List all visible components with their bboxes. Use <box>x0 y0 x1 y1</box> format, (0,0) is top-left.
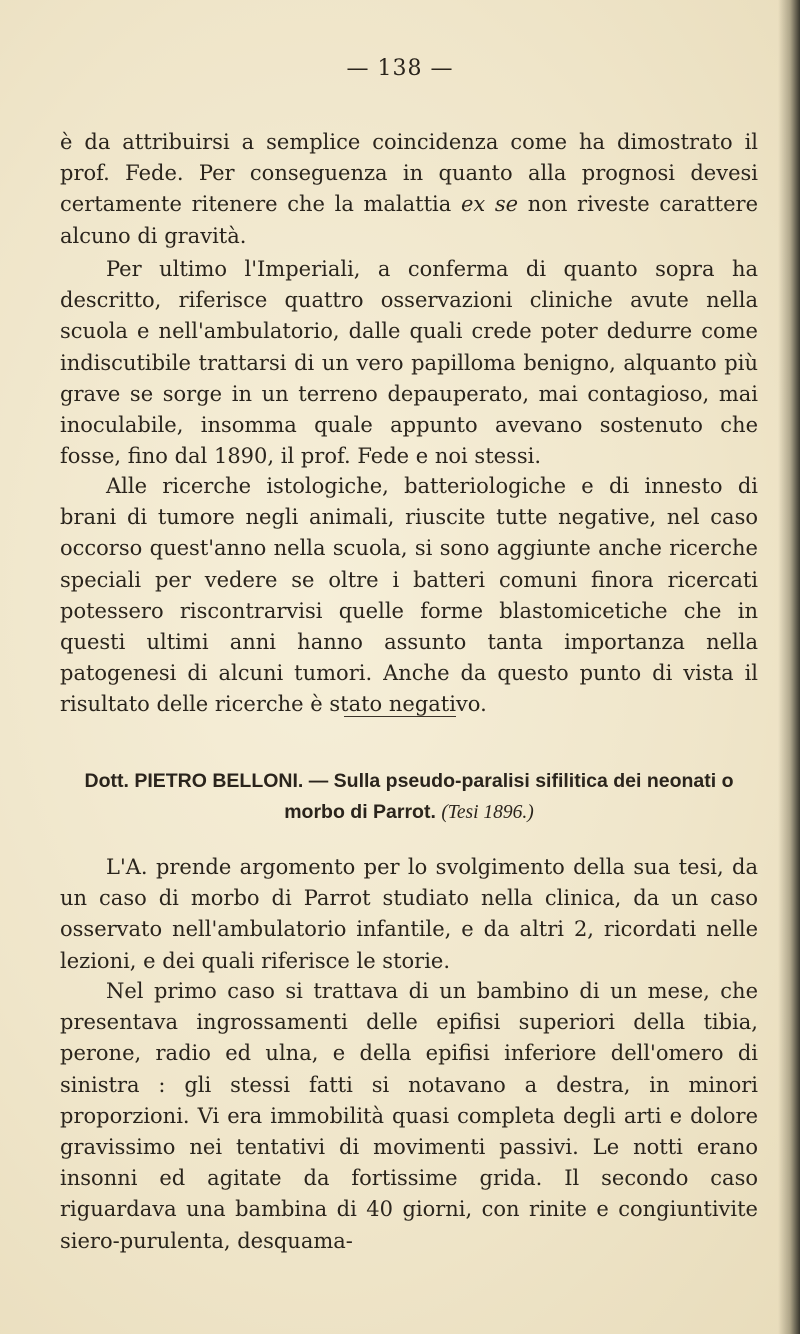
article-paragraph-1-text: L'A. prende argomento per lo svolgimento della sua tesi, da un caso di morbo di Parrot studiato nella clinica, da un caso osservato nell'ambulatorio infantile, e da altri 2, ricordati nelle lezioni, e dei quali riferisce le storie. <box>60 855 758 973</box>
paragraph-1 <box>60 127 758 252</box>
paragraph-1-italic: ex se <box>460 192 519 217</box>
paragraph-1-text-after: non riveste carattere alcuno di gravità. <box>60 192 758 248</box>
paragraph-3-text: Alle ricerche istologiche, batteriologiche e di innesto di brani di tumore negli animali, riuscite tutte negative, nel caso occorso quest'anno nella scuola, si sono aggiunte anche ricerche speciali per vedere se oltre i batteri comuni finora ricercati potessero riscontrarvisi quelle forme blastomicetiche che in questi ultimi anni hanno assunto tanta importanza nella patogenesi di alcuni tumori. Anche da questo punto di vista il risultato delle ricerche è stato negativo. <box>60 474 758 717</box>
page-edge-shadow <box>778 0 800 1334</box>
paragraph-2 <box>60 254 758 472</box>
article-heading-title: Dott. PIETRO BELLONI. — Sulla pseudo-paralisi sifilitica dei neonati o morbo di Parrot. <box>84 770 734 823</box>
section-divider <box>344 716 456 717</box>
article-paragraph-1 <box>60 852 758 977</box>
paragraph-3 <box>60 471 758 721</box>
paragraph-2-text: Per ultimo l'Imperiali, a conferma di quanto sopra ha descritto, riferisce quattro osservazioni cliniche avute nella scuola e nell'ambulatorio, dalle quali crede poter dedurre come indiscutibile trattarsi di un vero papilloma benigno, alquanto più grave se sorge in un terreno depauperato, mai contagioso, mai inoculabile, insomma quale appunto avevano sostenuto che fosse, fino dal 1890, il prof. Fede e noi stessi. <box>60 257 758 469</box>
article-heading <box>60 766 758 828</box>
paragraph-1-text: è da attribuirsi a semplice coincidenza come ha dimostrato il prof. Fede. Per conseguenza in quanto alla prognosi devesi certamente ritenere che la malattia <box>60 130 758 217</box>
page-number: — 138 — <box>346 56 454 81</box>
article-heading-note: (Tesi 1896.) <box>441 802 534 823</box>
article-paragraph-2 <box>60 976 758 1257</box>
article-paragraph-2-text: Nel primo caso si trattava di un bambino di un mese, che presentava ingrossamenti delle epifisi superiori della tibia, perone, radio ed ulna, e della epifisi inferiore dell'omero di sinistra : gli stessi fatti si notavano a destra, in minori proporzioni. Vi era immobilità quasi completa degli arti e dolore gravissimo nei tentativi di movimenti passivi. Le notti erano insonni ed agitate da fortissime grida. Il secondo caso riguardava una bambina di 40 giorni, con rinite e congiuntivite siero-purulenta, desquama- <box>60 979 758 1253</box>
